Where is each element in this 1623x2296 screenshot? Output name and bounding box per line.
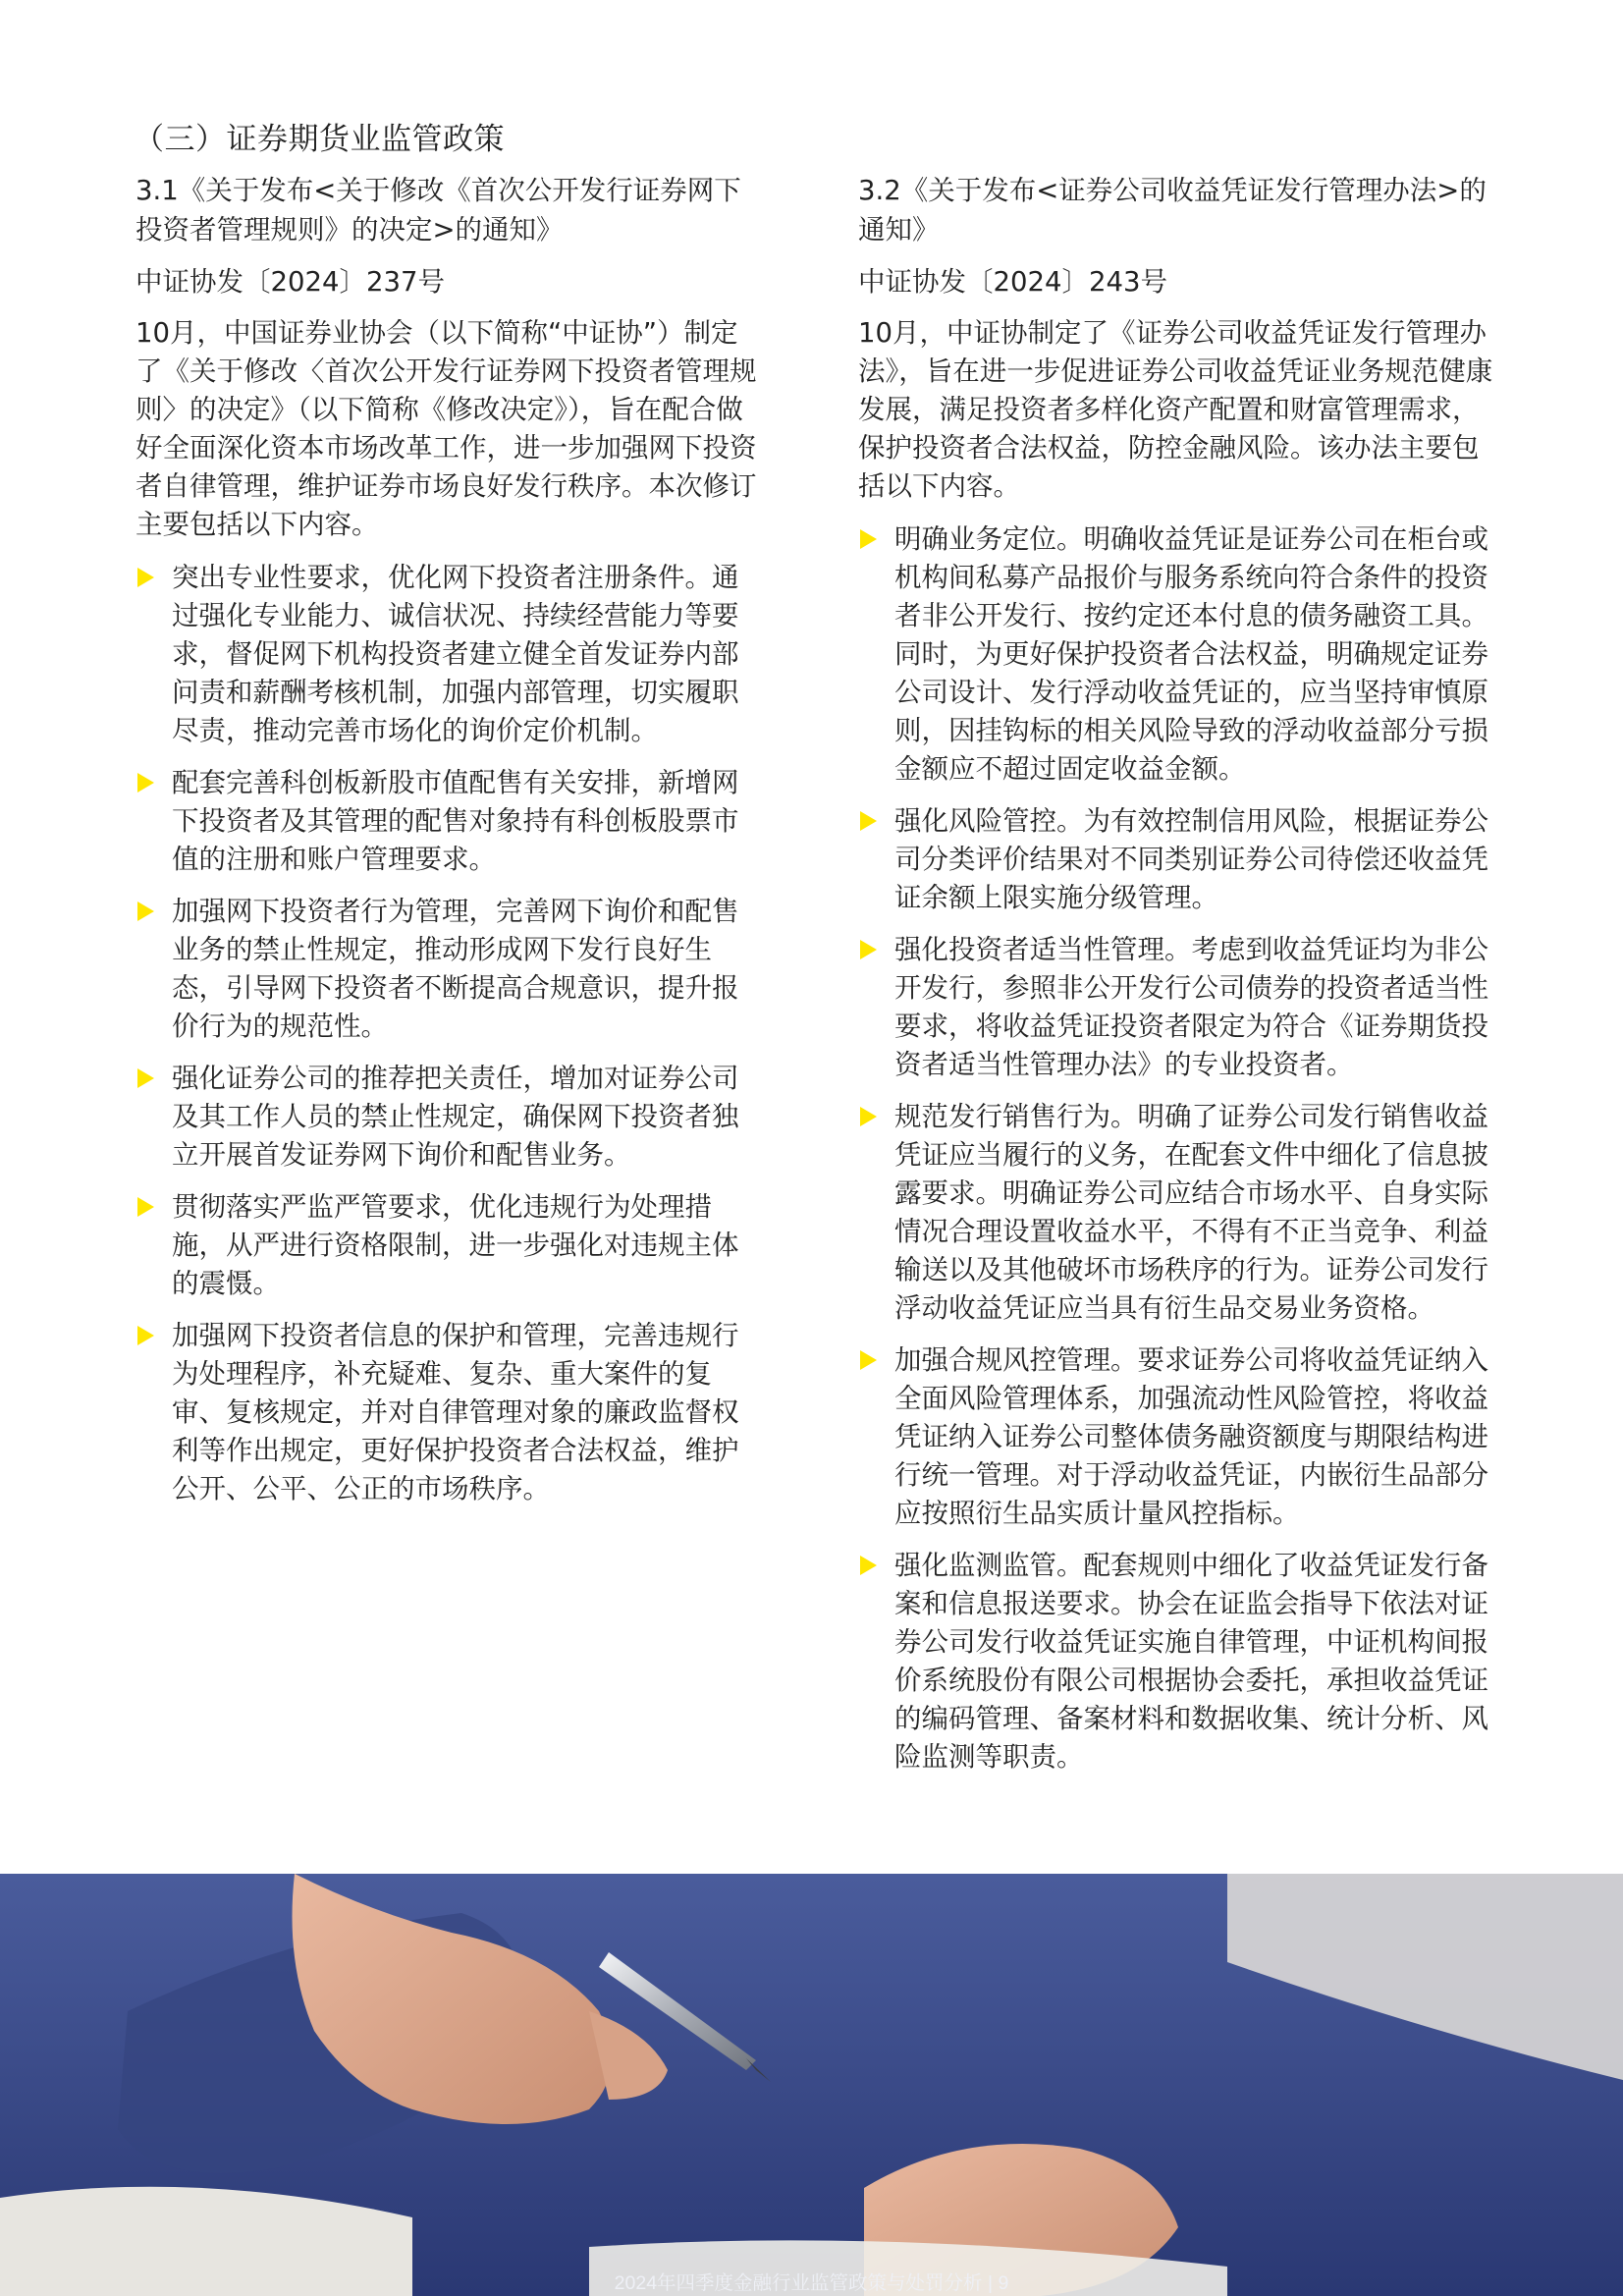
triangle-bullet-icon [860, 1350, 877, 1370]
bullet-text: 强化投资者适当性管理。考虑到收益凭证均为非公开发行，参照非公开发行公司债券的投资者适当性要求，将收益凭证投资者限定为符合《证券期货投资者适当性管理办法》的专业投资者。 [894, 934, 1488, 1080]
right-bullet-list [858, 520, 1496, 1777]
left-document-intro: 10月，中国证券业协会（以下简称“中证协”）制定了《关于修改〈首次公开发行证券网下投资者管理规则〉的决定》（以下简称《修改决定》），旨在配合做好全面深化资本市场改革工作，进一步加强网下投资者自律管理，维护证券市场良好发行秩序。本次修订主要包括以下内容。 [135, 317, 757, 540]
list-item [135, 1317, 764, 1508]
bullet-text: 明确业务定位。明确收益凭证是证券公司在柜台或机构间私募产品报价与服务系统向符合条件的投资者非公开发行、按约定还本付息的债务融资工具。同时，为更好保护投资者合法权益，明确规定证券公司设计、发行浮动收益凭证的，应当坚持审慎原则，因挂钩标的相关风险导致的浮动收益部分亏损金额应不超过固定收益金额。 [894, 523, 1488, 785]
right-document-title: 3.2《关于发布<证券公司收益凭证发行管理办法>的通知》 [858, 175, 1487, 246]
triangle-bullet-icon [137, 568, 154, 587]
bullet-text: 强化证券公司的推荐把关责任，增加对证券公司及其工作人员的禁止性规定，确保网下投资者独立开展首发证券网下询价和配售业务。 [172, 1063, 739, 1171]
right-document-intro: 10月，中证协制定了《证券公司收益凭证发行管理办法》，旨在进一步促进证券公司收益凭证业务规范健康发展，满足投资者多样化资产配置和财富管理需求，保护投资者合法权益，防控金融风险。该办法主要包括以下内容。 [858, 317, 1493, 502]
list-item [135, 893, 764, 1046]
list-item [858, 1547, 1496, 1777]
triangle-bullet-icon [860, 1107, 877, 1126]
right-document-number: 中证协发〔2024〕243号 [858, 266, 1167, 298]
page-footer: 2024年四季度金融行业监管政策与处罚分析 | 9 [614, 2272, 1009, 2294]
triangle-bullet-icon [860, 940, 877, 959]
triangle-bullet-icon [137, 1197, 154, 1217]
list-item [135, 1188, 764, 1303]
list-item [858, 1098, 1496, 1328]
left-document-title: 3.1《关于发布<关于修改《首次公开发行证券网下投资者管理规则》的决定>的通知》 [135, 175, 741, 246]
bullet-text: 配套完善科创板新股市值配售有关安排，新增网下投资者及其管理的配售对象持有科创板股票市值的注册和账户管理要求。 [172, 767, 739, 875]
bullet-text: 加强网下投资者行为管理，完善网下询价和配售业务的禁止性规定，推动形成网下发行良好生态，引导网下投资者不断提高合规意识，提升报价行为的规范性。 [172, 896, 739, 1042]
bullet-text: 突出专业性要求，优化网下投资者注册条件。通过强化专业能力、诚信状况、持续经营能力等要求，督促网下机构投资者建立健全首发证券内部问责和薪酬考核机制，加强内部管理，切实履职尽责，推动完善市场化的询价定价机制。 [172, 562, 739, 746]
list-item [135, 764, 764, 879]
triangle-bullet-icon [137, 1326, 154, 1345]
bullet-text: 强化监测监管。配套规则中细化了收益凭证发行备案和信息报送要求。协会在证监会指导下依法对证券公司发行收益凭证实施自律管理，中证机构间报价系统股份有限公司根据协会委托，承担收益凭证的编码管理、备案材料和数据收集、统计分析、风险监测等职责。 [894, 1550, 1488, 1773]
right-column [858, 171, 1496, 1790]
triangle-bullet-icon [860, 529, 877, 549]
list-item [858, 931, 1496, 1084]
list-item [135, 559, 764, 750]
triangle-bullet-icon [137, 1068, 154, 1088]
left-bullet-list [135, 559, 764, 1508]
list-item [858, 802, 1496, 917]
hand-with-pen-photo [0, 1874, 1623, 2296]
left-column [135, 171, 764, 1522]
left-document-number: 中证协发〔2024〕237号 [135, 266, 445, 298]
triangle-bullet-icon [137, 902, 154, 921]
triangle-bullet-icon [137, 773, 154, 793]
photo-illustration [0, 1874, 1623, 2296]
bullet-text: 加强网下投资者信息的保护和管理，完善违规行为处理程序，补充疑难、复杂、重大案件的复审、复核规定，并对自律管理对象的廉政监督权利等作出规定，更好保护投资者合法权益，维护公开、公平、公正的市场秩序。 [172, 1320, 739, 1504]
list-item [858, 1341, 1496, 1533]
list-item [858, 520, 1496, 789]
list-item [135, 1060, 764, 1175]
triangle-bullet-icon [860, 1556, 877, 1575]
bullet-text: 规范发行销售行为。明确了证券公司发行销售收益凭证应当履行的义务，在配套文件中细化了信息披露要求。明确证券公司应结合市场水平、自身实际情况合理设置收益水平，不得有不正当竞争、利益输送以及其他破坏市场秩序的行为。证券公司发行浮动收益凭证应当具有衍生品交易业务资格。 [894, 1101, 1488, 1324]
bullet-text: 强化风险管控。为有效控制信用风险，根据证券公司分类评价结果对不同类别证券公司待偿还收益凭证余额上限实施分级管理。 [894, 805, 1488, 913]
bullet-text: 加强合规风控管理。要求证券公司将收益凭证纳入全面风险管理体系，加强流动性风险管控，将收益凭证纳入证券公司整体债务融资额度与期限结构进行统一管理。对于浮动收益凭证，内嵌衍生品部分应按照衍生品实质计量风控指标。 [894, 1344, 1488, 1529]
bullet-text: 贯彻落实严监严管要求，优化违规行为处理措施，从严进行资格限制，进一步强化对违规主体的震慑。 [172, 1191, 739, 1299]
triangle-bullet-icon [860, 811, 877, 831]
section-title: （三）证券期货业监管政策 [134, 122, 505, 157]
